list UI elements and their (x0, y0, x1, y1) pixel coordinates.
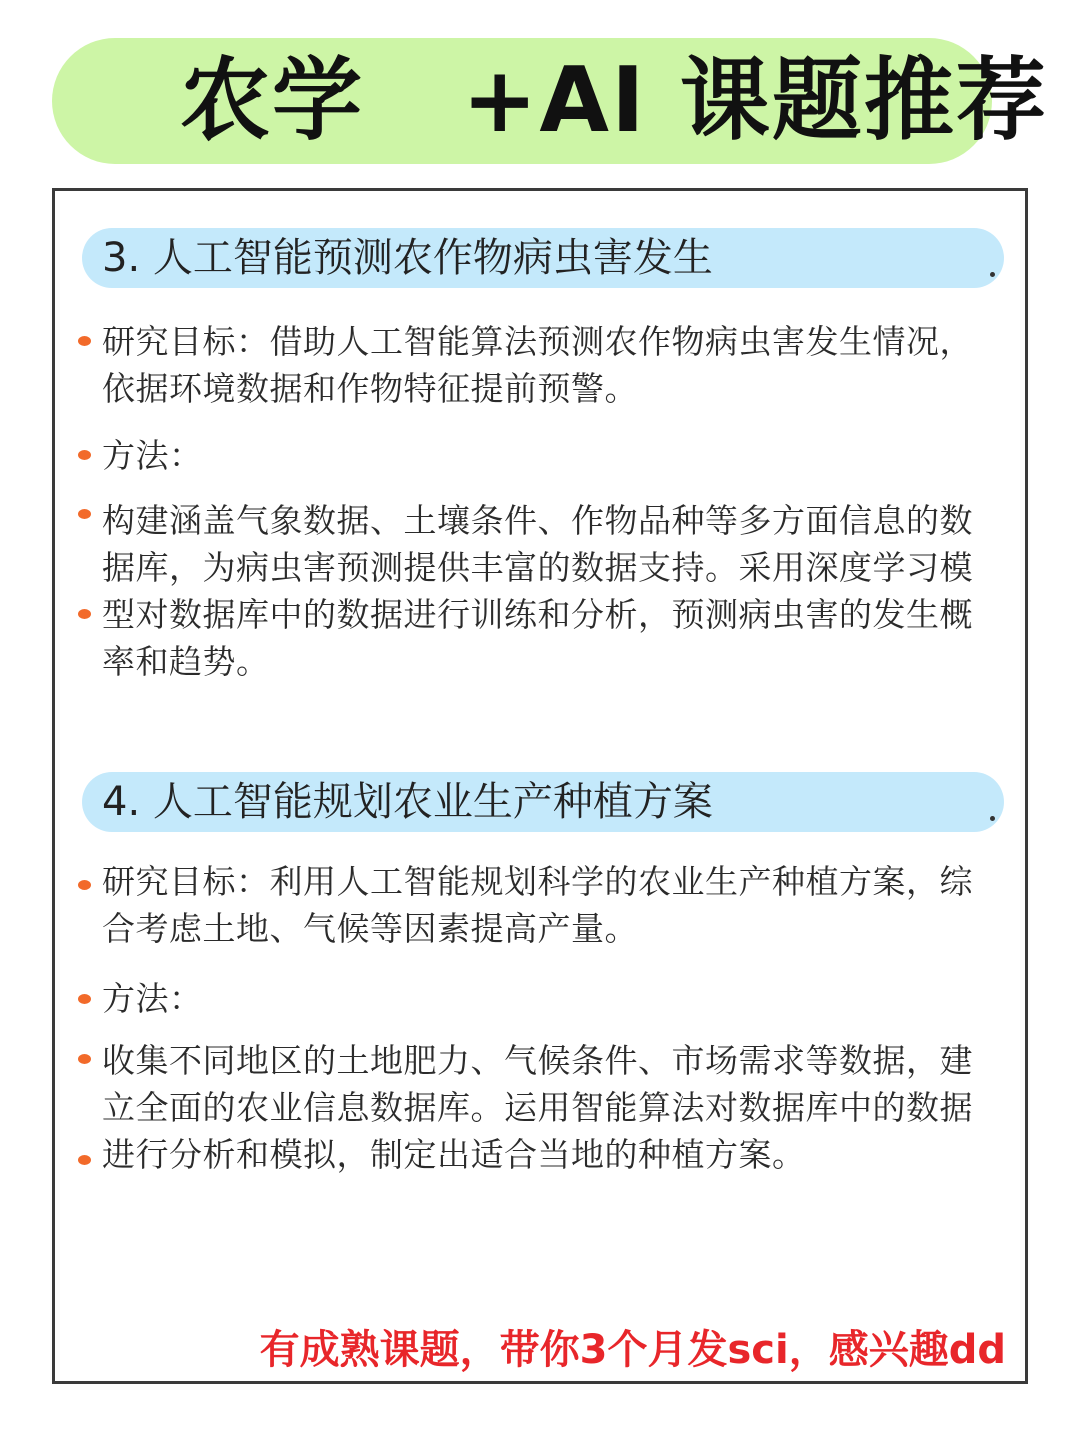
section-4-method-label: 方法： (102, 979, 203, 1018)
section-3-method-text: 构建涵盖气象数据、土壤条件、作物品种等多方面信息的数据库，为病虫害预测提供丰富的数据支持。采用深度学习模型对数据库中的数据进行训练和分析，预测病虫害的发生概率和趋势。 (102, 501, 973, 681)
section-4-end-dot (990, 816, 995, 821)
bullet-icon (78, 880, 91, 890)
bullet-icon (78, 509, 91, 519)
section-4-method-text: 收集不同地区的土地肥力、气候条件、市场需求等数据，建立全面的农业信息数据库。运用智能算法对数据库中的数据进行分析和模拟，制定出适合当地的种植方案。 (102, 1041, 973, 1174)
bullet-icon (78, 1155, 91, 1165)
section-3-title: 3. 人工智能预测农作物病虫害发生 (102, 235, 713, 281)
bullet-icon (78, 994, 91, 1004)
section-3-method-label: 方法： (102, 436, 203, 475)
section-3-end-dot (990, 272, 995, 277)
section-3-goal: 研究目标：借助人工智能算法预测农作物病虫害发生情况，依据环境数据和作物特征提前预警。 (102, 322, 973, 408)
bullet-icon (78, 1054, 91, 1064)
section-4-goal: 研究目标：利用人工智能规划科学的农业生产种植方案，综合考虑土地、气候等因素提高产量。 (102, 862, 973, 948)
section-4-title: 4. 人工智能规划农业生产种植方案 (102, 779, 713, 825)
bullet-icon (78, 336, 91, 346)
bullet-icon (78, 609, 91, 619)
bullet-icon (78, 450, 91, 460)
page-title-right: +AI 课题推荐 (462, 48, 1048, 153)
page-title-left: 农学 (180, 48, 364, 153)
promo-text: 有成熟课题，带你3个月发sci，感兴趣dd (259, 1327, 1006, 1373)
